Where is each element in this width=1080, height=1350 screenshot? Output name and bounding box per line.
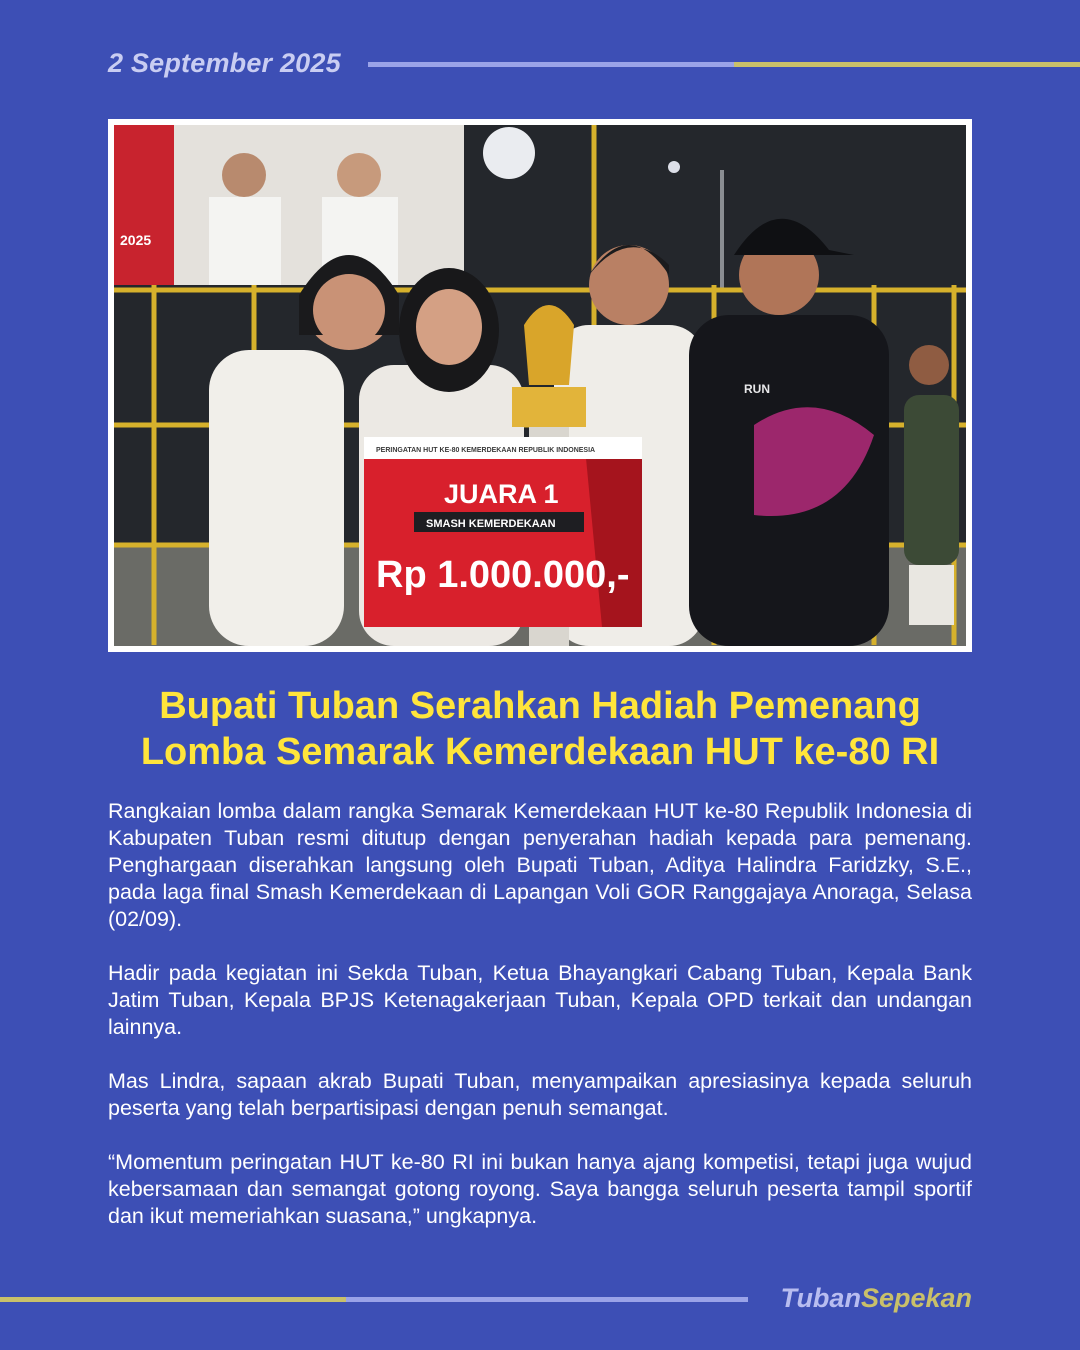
bottom-rule-left	[0, 1297, 346, 1302]
top-rule-right	[734, 62, 1080, 67]
board-header: PERINGATAN HUT KE-80 KEMERDEKAAN REPUBLIK INDONESIA	[376, 447, 596, 454]
headline-line-1: Bupati Tuban Serahkan Hadiah Pemenang	[159, 685, 921, 727]
board-title: JUARA 1	[444, 479, 559, 509]
prize-board	[364, 437, 642, 627]
brand-part-1: Tuban	[780, 1283, 861, 1313]
brand-part-2: Sepekan	[860, 1283, 972, 1313]
light-pole	[720, 170, 724, 290]
article-paragraph-3: Mas Lindra, sapaan akrab Bupati Tuban, menyampaikan apresiasinya kepada seluruh peserta yang telah berpartisipasi dengan penuh semangat.	[108, 1069, 972, 1120]
streetlight	[668, 161, 680, 173]
award-photo	[114, 125, 966, 646]
shirt-text: RUN	[744, 382, 770, 396]
headline-line-2: Lomba Semarak Kemerdekaan HUT ke-80 RI	[140, 731, 940, 773]
photo-frame	[108, 119, 972, 652]
headline	[60, 683, 1020, 775]
banner-official-1-body	[209, 197, 281, 285]
post-date: 2 September 2025	[108, 48, 341, 78]
banner-year: 2025	[120, 232, 152, 248]
article-paragraph-4: “Momentum peringatan HUT ke-80 RI ini bukan hanya ajang kompetisi, tetapi juga wujud kebersamaan dan semangat gotong royong. Saya bangga seluruh peserta tampil sportif dan ikut memeriahkan suasana,” ungkapnya.	[108, 1150, 972, 1228]
banner-official-1	[222, 153, 266, 197]
top-rule-left	[368, 62, 734, 67]
article-body	[108, 798, 972, 1257]
bottom-rule-right	[346, 1297, 748, 1302]
brand-logo	[780, 1283, 972, 1314]
banner-official-2	[337, 153, 381, 197]
board-amount: Rp 1.000.000,-	[376, 554, 630, 596]
article-paragraph-1: Rangkaian lomba dalam rangka Semarak Kemerdekaan HUT ke-80 Republik Indonesia di Kabupaten Tuban resmi ditutup dengan penyerahan hadiah kepada para pemenang. Penghargaan diserahkan langsung oleh Bupati Tuban, Aditya Halindra Faridzky, S.E., pada laga final Smash Kemerdekaan di Lapangan Voli GOR Ranggajaya Anoraga, Selasa (02/09).	[108, 799, 972, 931]
award-photo-illustration	[114, 125, 966, 646]
board-subtitle: SMASH KEMERDEKAAN	[426, 518, 556, 530]
floodlight	[483, 127, 535, 179]
article-paragraph-2: Hadir pada kegiatan ini Sekda Tuban, Ketua Bhayangkari Cabang Tuban, Kepala Bank Jatim Tuban, Kepala BPJS Ketenagakerjaan Tuban, Kepala OPD terkait dan undangan lainnya.	[108, 961, 972, 1039]
